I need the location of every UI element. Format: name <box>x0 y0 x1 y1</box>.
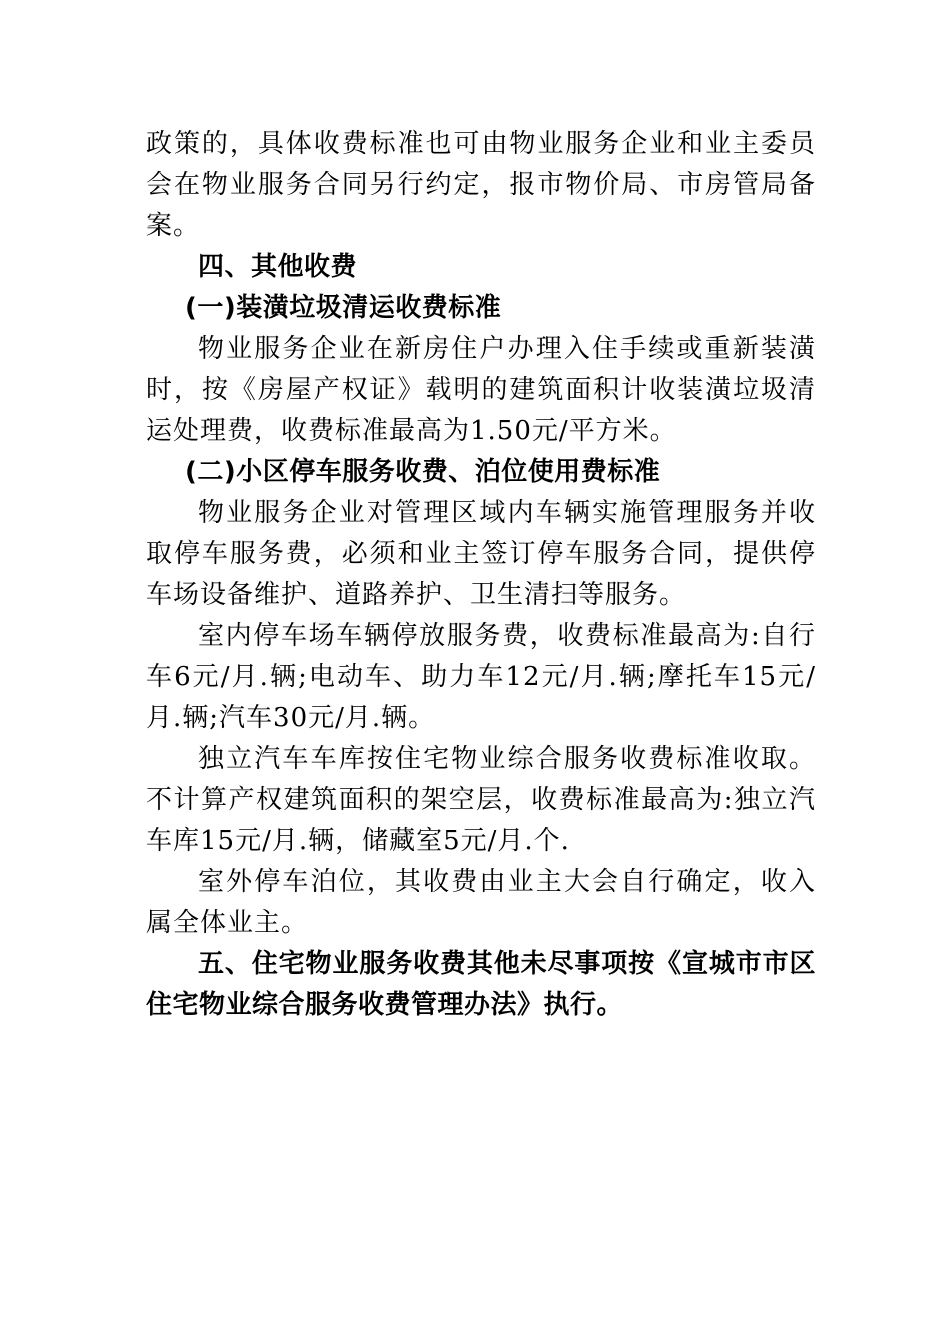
subsection-heading-renovation-waste: (一)装潢垃圾清运收费标准 <box>185 293 502 323</box>
paragraph-continued-policy: 政策的，具体收费标准也可由物业服务企业和业主委员会在物业服务合同另行约定，报市物价局、市房管局备案。 <box>146 129 816 241</box>
section-heading-other-fees: 四、其他收费 <box>198 252 358 282</box>
document-body <box>146 124 816 1026</box>
paragraph-outdoor-parking: 室外停车泊位，其收费由业主大会自行确定，收入属全体业主。 <box>146 867 816 938</box>
paragraph-garage-fee: 独立汽车车库按住宅物业综合服务收费标准收取。不计算产权建筑面积的架空层，收费标准最高为:独立汽车库15元/月.辆，储藏室5元/月.个. <box>146 744 816 856</box>
subsection-heading-parking-fee: (二)小区停车服务收费、泊位使用费标准 <box>185 457 661 487</box>
section-heading-other-matters: 五、住宅物业服务收费其他未尽事项按《宣城市市区住宅物业综合服务收费管理办法》执行。 <box>146 949 816 1020</box>
paragraph-parking-service: 物业服务企业对管理区域内车辆实施管理服务并收取停车服务费，必须和业主签订停车服务合同，提供停车场设备维护、道路养护、卫生清扫等服务。 <box>146 498 816 610</box>
paragraph-indoor-parking-fee: 室内停车场车辆停放服务费，收费标准最高为:自行车6元/月.辆;电动车、助力车12元/月.辆;摩托车15元/月.辆;汽车30元/月.辆。 <box>146 621 816 733</box>
paragraph-renovation-waste-fee: 物业服务企业在新房住户办理入住手续或重新装潢时，按《房屋产权证》载明的建筑面积计收装潢垃圾清运处理费，收费标准最高为1.50元/平方米。 <box>146 334 816 446</box>
